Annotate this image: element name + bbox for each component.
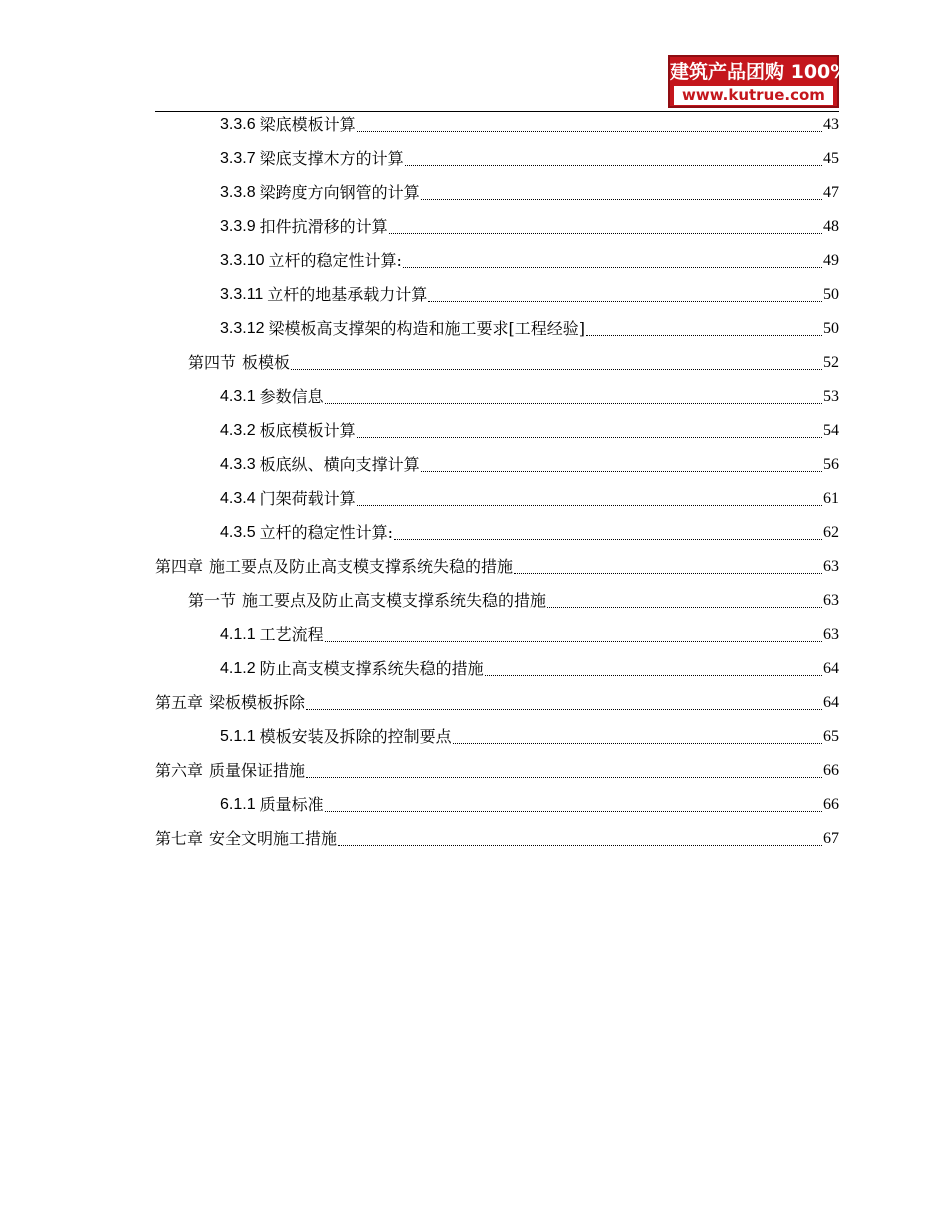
- toc-entry-title: 门架荷载计算: [259, 489, 356, 508]
- toc-entry[interactable]: [220, 176, 839, 210]
- toc-entry-page-number: 52: [823, 354, 839, 371]
- toc-entry-title: 防止高支模支撑系统失稳的措施: [259, 659, 484, 678]
- toc-entry-page-number: 50: [823, 320, 839, 337]
- toc-entry-number: 4.3.5: [220, 524, 256, 541]
- toc-entry-page-number: 67: [823, 830, 839, 847]
- toc-entry[interactable]: [220, 380, 839, 414]
- toc-entry-number: 4.3.2: [220, 422, 256, 439]
- toc-entry-number: 4.1.1: [220, 626, 256, 643]
- toc-entry-number: 第四章: [155, 557, 204, 576]
- toc-entry-page-number: 54: [823, 422, 839, 439]
- toc-entry-number: 第五章: [155, 693, 204, 712]
- toc-entry-number: 3.3.8: [220, 184, 256, 201]
- toc-leader-dots: [357, 130, 822, 132]
- toc-leader-dots: [325, 810, 822, 812]
- toc-leader-dots: [291, 368, 822, 370]
- toc-leader-dots: [547, 606, 822, 608]
- toc-entry-title: 梁底模板计算: [259, 115, 356, 134]
- toc-entry-title: 扣件抗滑移的计算: [259, 217, 388, 236]
- toc-entry-number: 3.3.9: [220, 218, 256, 235]
- toc-entry-title: 参数信息: [259, 387, 324, 406]
- toc-leader-dots: [338, 844, 822, 846]
- toc-entry[interactable]: [220, 618, 839, 652]
- toc-entry[interactable]: [220, 244, 839, 278]
- toc-entry-title: 质量保证措施: [209, 761, 306, 780]
- toc-entry-number: 4.1.2: [220, 660, 256, 677]
- toc-entry[interactable]: [220, 448, 839, 482]
- toc-entry-number: 4.3.1: [220, 388, 256, 405]
- toc-entry-title: 立杆的稳定性计算:: [259, 523, 393, 542]
- toc-entry-title: 模板安装及拆除的控制要点: [259, 727, 452, 746]
- toc-entry-number: 4.3.4: [220, 490, 256, 507]
- toc-leader-dots: [403, 266, 822, 268]
- toc-entry-number: 3.3.11: [220, 286, 264, 303]
- toc-entry[interactable]: [220, 720, 839, 754]
- toc-entry-number: 第七章: [155, 829, 204, 848]
- toc-entry-title: 梁板模板拆除: [209, 693, 306, 712]
- toc-entry[interactable]: [220, 652, 839, 686]
- toc-leader-dots: [357, 436, 822, 438]
- logo-stamp: [668, 55, 888, 108]
- toc-entry-title: 立杆的稳定性计算:: [268, 251, 402, 270]
- toc-entry-page-number: 66: [823, 762, 839, 779]
- toc-entry-title: 梁跨度方向钢管的计算: [259, 183, 420, 202]
- toc-entry[interactable]: [220, 788, 839, 822]
- toc-entry-title: 施工要点及防止高支模支撑系统失稳的措施: [209, 557, 514, 576]
- toc-entry[interactable]: [220, 142, 839, 176]
- toc-entry-page-number: 64: [823, 660, 839, 677]
- toc-entry[interactable]: [155, 686, 839, 720]
- toc-entry-title: 梁模板高支撑架的构造和施工要求[工程经验]: [268, 319, 585, 338]
- toc-entry-title: 施工要点及防止高支模支撑系统失稳的措施: [242, 591, 547, 610]
- toc-entry-page-number: 65: [823, 728, 839, 745]
- toc-entry[interactable]: [220, 482, 839, 516]
- toc-entry-page-number: 47: [823, 184, 839, 201]
- toc-entry-page-number: 49: [823, 252, 839, 269]
- toc-entry-page-number: 64: [823, 694, 839, 711]
- toc-entry-number: 3.3.6: [220, 116, 256, 133]
- toc-entry-page-number: 62: [823, 524, 839, 541]
- toc-entry-page-number: 53: [823, 388, 839, 405]
- toc-entry[interactable]: [220, 312, 839, 346]
- toc-leader-dots: [514, 572, 822, 574]
- toc-entry[interactable]: [220, 210, 839, 244]
- toc-entry-number: 3.3.7: [220, 150, 256, 167]
- toc-entry-number: 第六章: [155, 761, 204, 780]
- toc-entry[interactable]: [220, 278, 839, 312]
- toc-leader-dots: [421, 198, 822, 200]
- toc-leader-dots: [325, 402, 822, 404]
- stamp-slogan: 建筑产品团购 100%正品: [670, 61, 888, 83]
- stamp-url: www.kutrue.com: [674, 86, 833, 105]
- toc-entry-page-number: 50: [823, 286, 839, 303]
- toc-entry-number: 3.3.12: [220, 320, 265, 337]
- toc-entry[interactable]: [220, 414, 839, 448]
- toc-entry[interactable]: [220, 108, 839, 142]
- toc-leader-dots: [389, 232, 822, 234]
- toc-entry-page-number: 66: [823, 796, 839, 813]
- toc-entry[interactable]: [155, 822, 839, 856]
- toc-entry-title: 质量标准: [259, 795, 324, 814]
- toc-entry-title: 梁底支撑木方的计算: [259, 149, 404, 168]
- toc-entry-title: 安全文明施工措施: [209, 829, 338, 848]
- toc-entry-page-number: 43: [823, 116, 839, 133]
- toc-entry-number: 3.3.10: [220, 252, 265, 269]
- toc-leader-dots: [485, 674, 822, 676]
- toc-entry[interactable]: [155, 550, 839, 584]
- toc-entry-number: 第一节: [188, 591, 237, 610]
- toc-entry-page-number: 63: [823, 626, 839, 643]
- toc-entry[interactable]: [220, 516, 839, 550]
- toc-leader-dots: [394, 538, 822, 540]
- toc-entry-page-number: 48: [823, 218, 839, 235]
- toc-leader-dots: [306, 708, 822, 710]
- toc-entry-title: 板模板: [242, 353, 291, 372]
- toc-entry[interactable]: [188, 584, 839, 618]
- toc-entry-title: 板底模板计算: [259, 421, 356, 440]
- toc-entry-page-number: 63: [823, 592, 839, 609]
- toc-entry[interactable]: [155, 754, 839, 788]
- toc-entry-number: 5.1.1: [220, 728, 256, 745]
- toc-leader-dots: [453, 742, 822, 744]
- toc-leader-dots: [325, 640, 822, 642]
- toc-entry-title: 板底纵、横向支撑计算: [259, 455, 420, 474]
- toc-entry-page-number: 56: [823, 456, 839, 473]
- toc-entry-page-number: 63: [823, 558, 839, 575]
- toc-entry-page-number: 45: [823, 150, 839, 167]
- toc-leader-dots: [306, 776, 822, 778]
- toc-leader-dots: [357, 504, 822, 506]
- toc-entry-number: 6.1.1: [220, 796, 256, 813]
- toc-leader-dots: [428, 300, 822, 302]
- toc-entry-title: 立杆的地基承载力计算: [267, 285, 428, 304]
- toc-entry-page-number: 61: [823, 490, 839, 507]
- toc-leader-dots: [586, 334, 822, 336]
- toc-leader-dots: [405, 164, 822, 166]
- toc-leader-dots: [421, 470, 822, 472]
- toc-entry-number: 第四节: [188, 353, 237, 372]
- toc-entry-number: 4.3.3: [220, 456, 256, 473]
- toc-entry[interactable]: [188, 346, 839, 380]
- toc-entry-title: 工艺流程: [259, 625, 324, 644]
